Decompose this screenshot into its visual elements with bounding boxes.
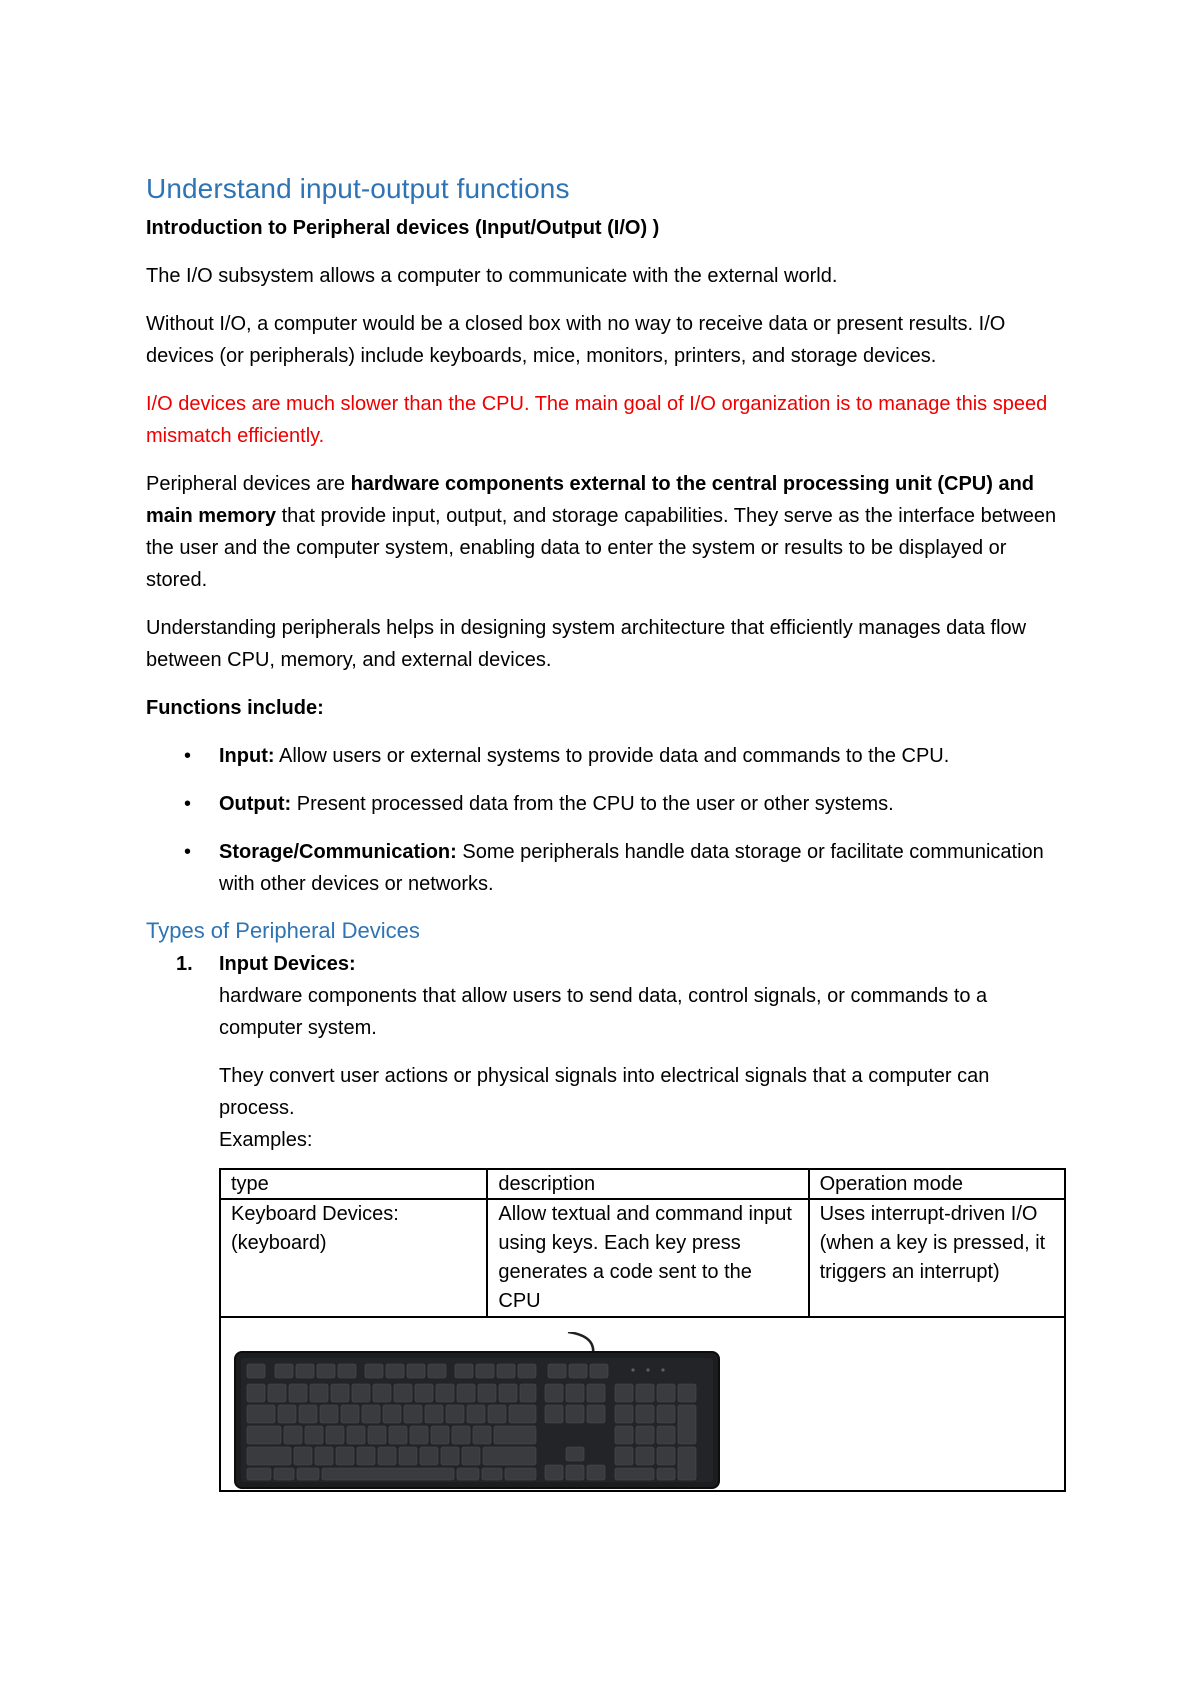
types-heading: Types of Peripheral Devices — [146, 918, 420, 943]
paragraph-without-io: Without I/O, a computer would be a closed box with no way to receive data or present results. I/O devices (or peripherals) include keyboards, mice, monitors, printers, and storage devices. — [146, 313, 1006, 367]
examples-table — [219, 1168, 1066, 1492]
keyboard-image — [233, 1332, 723, 1490]
list-item — [146, 788, 1066, 820]
table-row — [220, 1199, 1065, 1317]
function-label: Input: — [219, 745, 275, 767]
function-label: Output: — [219, 793, 292, 815]
functions-list — [146, 740, 1066, 900]
bullet-icon: • — [184, 841, 192, 863]
header-operation-mode: Operation mode — [809, 1169, 1065, 1199]
examples-table-wrapper — [219, 1168, 1066, 1492]
header-type: type — [220, 1169, 487, 1199]
table-image-row — [220, 1317, 1065, 1491]
input-devices-desc: hardware components that allow users to send data, control signals, or commands to a computer system. — [219, 985, 988, 1039]
peripheral-def-end: that provide input, output, and storage capabilities. They serve as the interface between the user and the computer system, enabling data to enter the system or results to be displayed or stored. — [146, 505, 1057, 591]
cell-operation-mode: Uses interrupt-driven I/O (when a key is pressed, it triggers an interrupt) — [809, 1199, 1065, 1317]
paragraph-io-subsystem: The I/O subsystem allows a computer to communicate with the external world. — [146, 265, 838, 287]
input-devices-item — [146, 948, 1066, 1156]
intro-heading: Introduction to Peripheral devices (Input/Output (I/O) ) — [146, 217, 660, 239]
page-title: Understand input-output functions — [146, 173, 570, 204]
function-text: Allow users or external systems to provide data and commands to the CPU. — [274, 745, 950, 767]
table-header-row — [220, 1169, 1065, 1199]
function-label: Storage/Communication: — [219, 841, 457, 863]
examples-label: Examples: — [219, 1129, 313, 1151]
cell-type: Keyboard Devices: (keyboard) — [220, 1199, 487, 1317]
list-item — [146, 740, 1066, 772]
functions-heading: Functions include: — [146, 697, 324, 719]
document-content — [146, 170, 1066, 1492]
list-item — [146, 836, 1066, 900]
function-text: Present processed data from the CPU to the user or other systems. — [291, 793, 894, 815]
paragraph-peripheral-definition — [146, 468, 1066, 596]
keyboard-image-cell — [220, 1317, 1065, 1491]
peripheral-def-bold: hardware components external to the central processing unit (CPU) and main memory — [146, 473, 1035, 527]
cell-description: Allow textual and command input using keys. Each key press generates a code sent to the CPU — [487, 1199, 808, 1317]
input-devices-convert: They convert user actions or physical signals into electrical signals that a computer can process. — [219, 1065, 990, 1119]
paragraph-understanding-peripherals: Understanding peripherals helps in designing system architecture that efficiently manages data flow between CPU, memory, and external devices. — [146, 617, 1027, 671]
paragraph-speed-mismatch: I/O devices are much slower than the CPU. The main goal of I/O organization is to manage this speed mismatch efficiently. — [146, 393, 1048, 447]
bullet-icon: • — [184, 793, 192, 815]
bullet-icon: • — [184, 745, 192, 767]
header-description: description — [487, 1169, 808, 1199]
peripheral-def-start: Peripheral devices are — [146, 473, 351, 495]
function-text: Some peripherals handle data storage or facilitate communication with other devices or networks. — [219, 841, 1044, 895]
list-number: 1. — [176, 953, 193, 975]
types-list — [146, 948, 1066, 1156]
input-devices-label: Input Devices: — [219, 953, 356, 975]
